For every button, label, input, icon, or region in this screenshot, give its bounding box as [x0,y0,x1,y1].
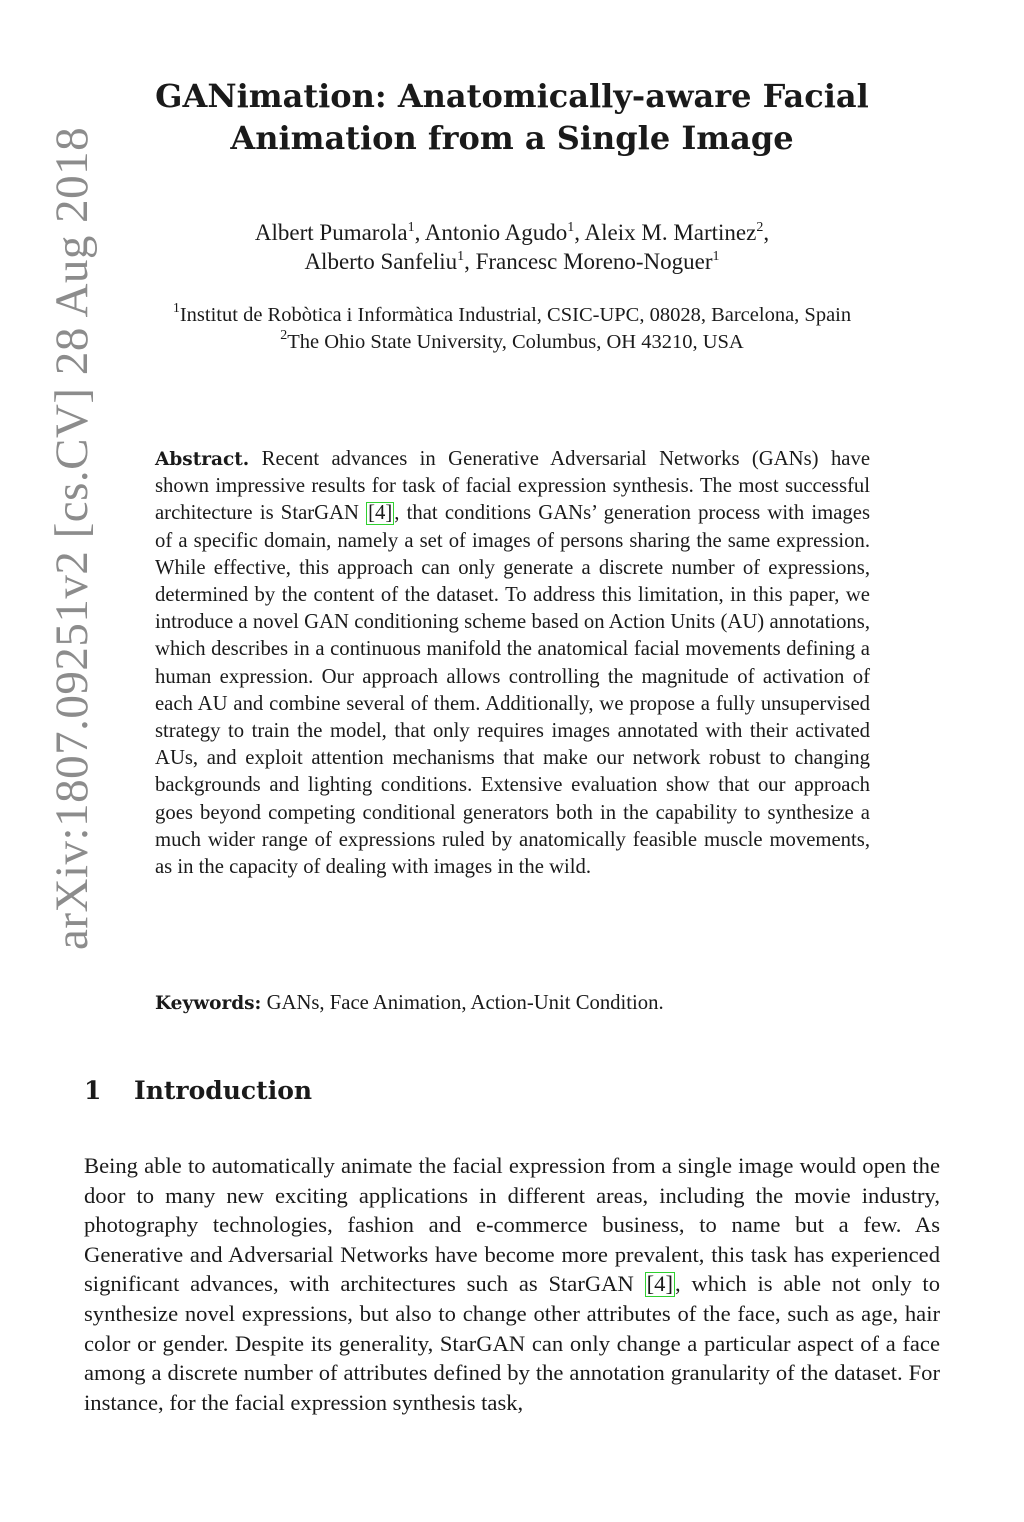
abstract-text-part-2: , that conditions GANs’ generation process with images of a specific domain, namely a set of images of persons sharing the same expression. While effective, this approach can only generate a discrete number of expressions, determined by the content of the dataset. To address this limitation, in this paper, we introduce a novel GAN conditioning scheme based on Action Units (AU) annotations, which describes in a continuous manifold the anatomical facial movements defining a human expression. Our approach allows controlling the magnitude of activation of each AU and combine several of them. Additionally, we propose a fully unsupervised strategy to train the model, that only requires images annotated with their activated AUs, and exploit attention mechanisms that make our network robust to changing backgrounds and lighting conditions. Extensive evaluation show that our approach goes beyond competing conditional generators both in the capability to synthesize a much wider range of expressions ruled by anatomically feasible muscle movements, as in the capacity of dealing with images in the wild. [155,502,870,879]
author-line-1 [100,218,924,247]
author-affiliation-mark: 2 [756,220,764,235]
author-list [100,218,924,276]
author-affiliation-mark: 1 [457,249,465,264]
keywords-text: GANs, Face Animation, Action-Unit Condition. [266,992,664,1014]
keywords-line [155,990,870,1017]
abstract-label: Abstract. [155,449,250,470]
author-name: Aleix M. Martinez [584,220,757,245]
introduction-paragraph [84,1151,940,1417]
paper-title-line-2: Animation from a Single Image [230,119,794,157]
affiliation-text: The Ohio State University, Columbus, OH 43210, USA [287,331,744,353]
affiliation-number: 1 [172,301,180,316]
section-title: Introduction [134,1076,313,1105]
citation-link[interactable]: [4] [368,502,393,525]
citation-link[interactable]: [4] [646,1271,673,1297]
affiliation-list [80,302,944,356]
author-name: Francesc Moreno-Noguer [475,249,713,274]
author-separator: , [414,220,425,245]
paper-title [100,75,924,159]
paper-title-line-1: GANimation: Anatomically-aware Facial [155,77,869,115]
abstract-text-part-1: Recent advances in Generative Adversarial Networks (GANs) have shown impressive results for task of facial expression synthesis. The most successful architecture is StarGAN [155,448,871,525]
author-name: Alberto Sanfeliu [304,249,458,274]
author-line-2 [100,247,924,276]
intro-text-part-1: Being able to automatically animate the facial expression from a single image would open the door to many new exciting applications in different areas, including the movie industry, photography technologies, fashion and e-commerce business, to name but a few. As Generative and Adversarial Networks have become more prevalent, this task has experienced significant advances, with architectures such as StarGAN [84,1153,940,1297]
section-number: 1 [84,1076,102,1105]
author-separator: , [763,220,770,245]
author-name: Albert Pumarola [254,220,408,245]
affiliation-text: Institut de Robòtica i Informàtica Industrial, CSIC-UPC, 08028, Barcelona, Spain [179,304,852,326]
author-separator: , [464,249,476,274]
intro-text-part-2: , which is able not only to synthesize novel expressions, but also to change other attributes of the face, such as age, hair color or gender. Despite its generality, StarGAN can only change a particular aspect of a face among a discrete number of attributes defined by the annotation granularity of the dataset. For instance, for the facial expression synthesis task, [84,1271,940,1415]
author-affiliation-mark: 1 [407,220,415,235]
affiliation-1 [80,302,944,329]
section-heading-introduction [84,1073,312,1109]
arxiv-identifier-stamp: arXiv:1807.09251v2 [cs.CV] 28 Aug 2018 [46,126,98,950]
author-name: Antonio Agudo [424,220,568,245]
author-affiliation-mark: 1 [712,249,720,264]
keywords-label: Keywords: [155,993,262,1014]
author-affiliation-mark: 1 [567,220,575,235]
affiliation-2 [80,329,944,356]
author-separator: , [574,220,585,245]
abstract-paragraph [155,446,870,881]
affiliation-number: 2 [280,328,288,343]
